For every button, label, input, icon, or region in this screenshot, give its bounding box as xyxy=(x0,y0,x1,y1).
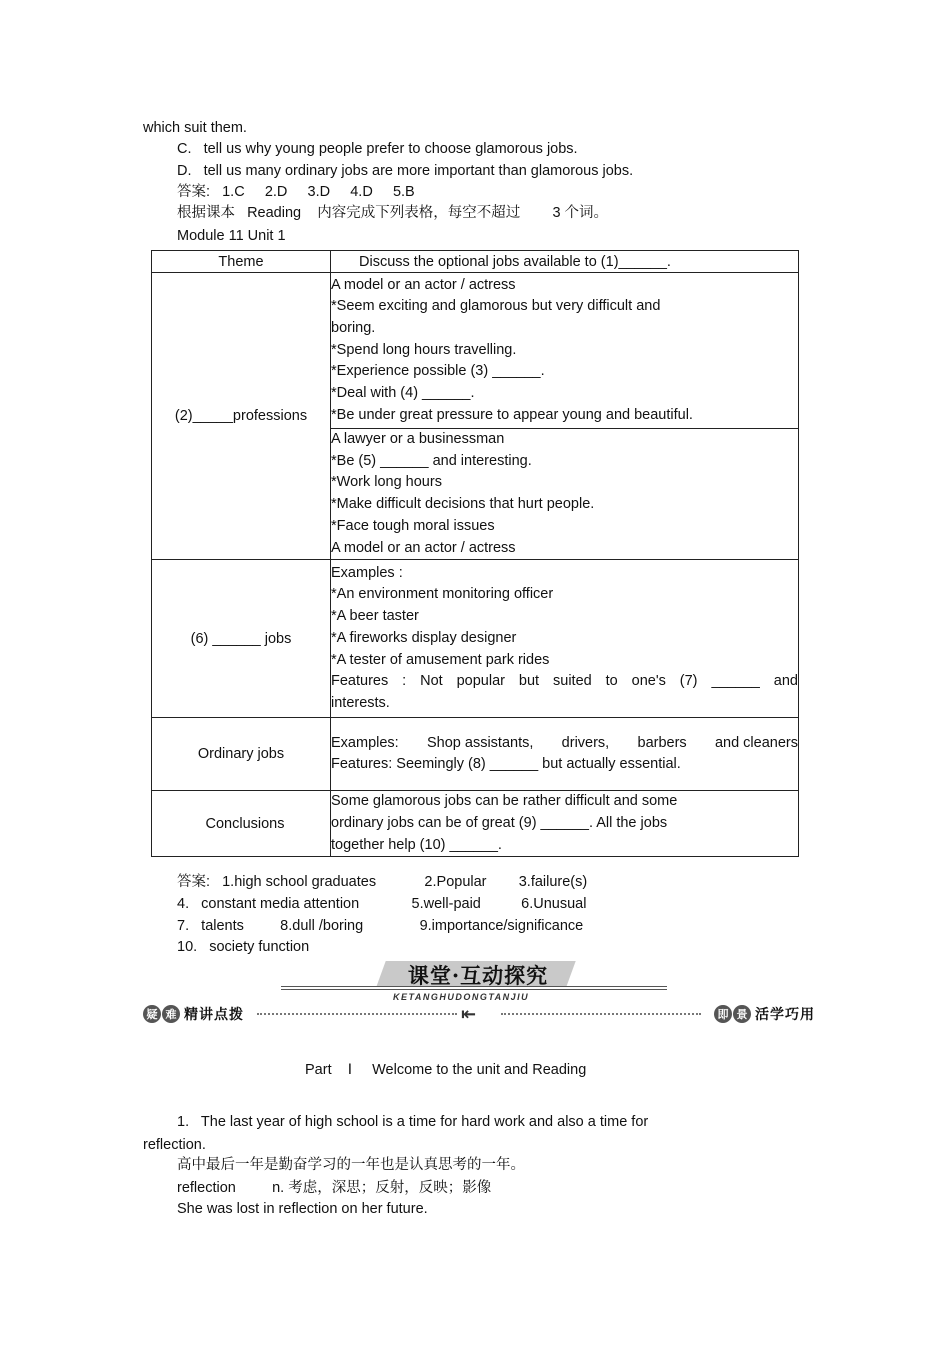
word: popular xyxy=(456,673,505,690)
list-item: *Seem exciting and glamorous but very difficult and xyxy=(331,298,661,315)
word: ______ xyxy=(711,673,760,690)
jobs-table xyxy=(151,250,799,857)
banner-right-tag xyxy=(714,1004,815,1024)
option-d: D. tell us many ordinary jobs are more important than glamorous jobs. xyxy=(177,163,634,179)
divider xyxy=(281,989,667,990)
table-row xyxy=(152,718,799,791)
theme-value: Discuss the optional jobs available to (1)______. xyxy=(331,251,799,273)
word: to xyxy=(605,673,618,690)
text-line: which suit them. xyxy=(143,120,247,136)
ordinary-examples xyxy=(331,733,798,755)
conclusions-label: Conclusions xyxy=(152,791,331,857)
list-item: Some glamorous jobs can be rather difficult and some xyxy=(331,793,678,810)
ordinary-jobs-label: Ordinary jobs xyxy=(152,718,331,791)
badge-icon: 即 xyxy=(714,1005,732,1023)
table-row xyxy=(152,791,799,857)
list-item: *An environment monitoring officer xyxy=(331,586,554,603)
list-item: *Face tough moral issues xyxy=(331,517,495,534)
theme-label: Theme xyxy=(152,251,331,273)
translation: 高中最后一年是勤奋学习的一年也是认真思考的一年。 xyxy=(177,1157,525,1173)
banner-right-label: 活学巧用 xyxy=(755,1006,815,1022)
section-banner xyxy=(143,958,815,1024)
answer-line: 10. society function xyxy=(177,939,310,955)
list-item: *A beer taster xyxy=(331,608,419,625)
word: suited xyxy=(553,673,592,690)
word: (7) xyxy=(679,673,698,690)
vocab-entry: reflection n. 考虑，深思；反射，反映；影像 xyxy=(177,1180,492,1196)
list-item: *Work long hours xyxy=(331,474,442,491)
word: and cleaners xyxy=(714,734,798,751)
dotted-divider xyxy=(257,1013,457,1015)
table-row xyxy=(152,273,799,429)
list-item: Examples : xyxy=(331,564,403,581)
list-item: A model or an actor / actress xyxy=(331,276,516,293)
list-item: A model or an actor / actress xyxy=(331,539,516,556)
banner-left-label: 精讲点拨 xyxy=(184,1006,244,1022)
badge-icon: 疑 xyxy=(143,1005,161,1023)
word: Not xyxy=(420,673,443,690)
unusual-features xyxy=(331,671,798,693)
list-item: *Experience possible (3) ______. xyxy=(331,363,545,380)
badge-icon: 难 xyxy=(162,1005,180,1023)
list-item: together help (10) ______. xyxy=(331,836,502,853)
word: but xyxy=(518,673,540,690)
popular-professions-label: (2)_____professions xyxy=(152,273,331,560)
answer-line: 答案: 1.C 2.D 3.D 4.D 5.B xyxy=(177,184,415,200)
conclusions-cell xyxy=(331,791,799,857)
sentence: 1. The last year of high school is a time for hard work and also a time for xyxy=(177,1114,649,1130)
sentence: reflection. xyxy=(143,1137,206,1153)
section-heading: Part Ⅰ Welcome to the unit and Reading xyxy=(305,1062,587,1078)
arrow-icon: ⇤ xyxy=(461,1004,477,1024)
divider xyxy=(281,986,667,987)
word: one's xyxy=(631,673,666,690)
example-sentence: She was lost in reflection on her future. xyxy=(177,1201,428,1217)
module-title: Module 11 Unit 1 xyxy=(177,228,286,244)
banner-subtitle: KETANGHUDONGTANJIU xyxy=(393,992,530,1002)
list-item: *Be (5) ______ and interesting. xyxy=(331,452,532,469)
word: : xyxy=(402,673,407,690)
ordinary-cell xyxy=(331,718,799,791)
list-item: *A fireworks display designer xyxy=(331,629,517,646)
list-item: Features: Seemingly (8) ______ but actually essential. xyxy=(331,756,681,773)
answer-line: 答案: 1.high school graduates 2.Popular 3.failure(s) xyxy=(177,874,588,890)
banner-title: 课堂·互动探究 xyxy=(407,963,549,988)
table-row xyxy=(152,560,799,718)
table-row xyxy=(152,251,799,273)
word: Examples: xyxy=(331,734,399,751)
word: drivers, xyxy=(561,734,610,751)
list-item: interests. xyxy=(331,694,390,711)
list-item: *Be under great pressure to appear young and beautiful. xyxy=(331,406,693,423)
word: and xyxy=(773,673,798,690)
list-item: *Spend long hours travelling. xyxy=(331,341,517,358)
dotted-divider xyxy=(501,1013,701,1015)
list-item: *Make difficult decisions that hurt people. xyxy=(331,496,595,513)
list-item: ordinary jobs can be of great (9) ______. All the jobs xyxy=(331,814,668,831)
lawyer-cell xyxy=(331,429,799,560)
badge-icon: 景 xyxy=(733,1005,751,1023)
banner-left-tag xyxy=(143,1004,244,1024)
unusual-jobs-label: (6) ______ jobs xyxy=(152,560,331,718)
word: Shop assistants, xyxy=(426,734,534,751)
answer-line: 4. constant media attention 5.well-paid 6.Unusual xyxy=(177,896,587,912)
instruction-line: 根据课本 Reading 内容完成下列表格，每空不超过 3 个词。 xyxy=(177,205,609,221)
list-item: *Deal with (4) ______. xyxy=(331,385,475,402)
option-c: C. tell us why young people prefer to choose glamorous jobs. xyxy=(177,141,578,157)
unusual-cell xyxy=(331,560,799,718)
list-item: A lawyer or a businessman xyxy=(331,431,505,447)
list-item: boring. xyxy=(331,319,376,336)
list-item: *A tester of amusement park rides xyxy=(331,651,550,668)
answer-line: 7. talents 8.dull /boring 9.importance/significance xyxy=(177,918,584,934)
model-cell xyxy=(331,273,799,429)
word: barbers xyxy=(637,734,687,751)
word: Features xyxy=(331,673,389,690)
